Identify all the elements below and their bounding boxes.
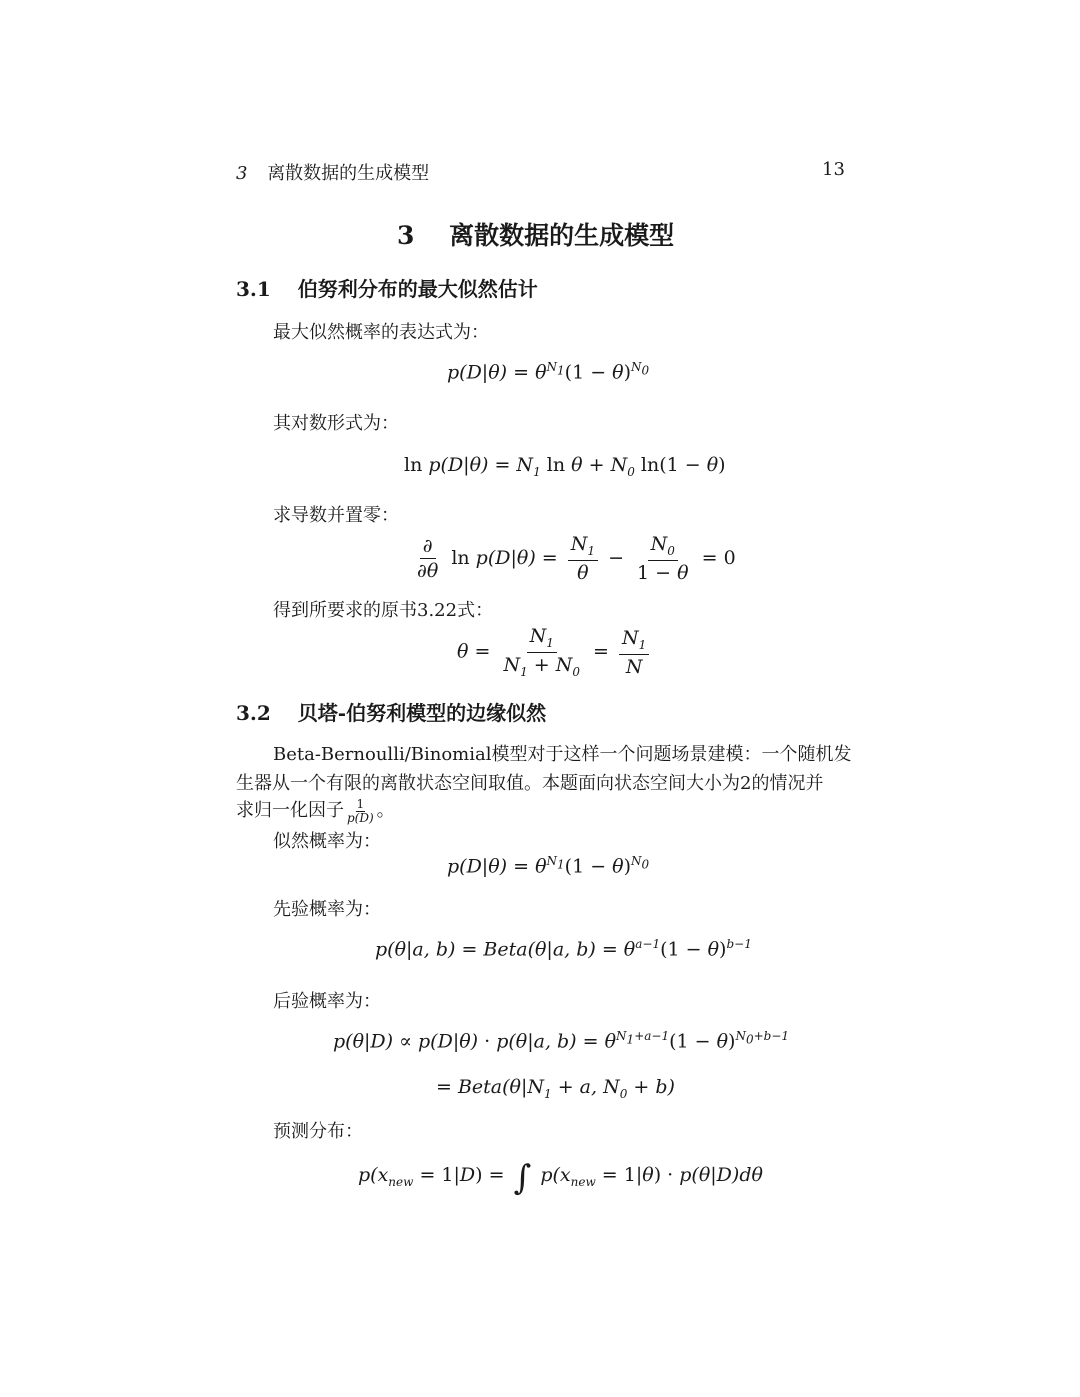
equation-posterior-beta: = $Beta(\theta|N_1 + a$, $N_0 + b$) (436, 1076, 675, 1101)
paragraph-posterior: 后验概率为： (273, 991, 381, 1012)
section-number: 3.2 (236, 701, 271, 725)
paragraph-derivative: 求导数并置零： (273, 505, 399, 526)
equation-likelihood: $p(D|\theta) = \theta^{N_1}(1 - \theta)^{N_0}$ (447, 360, 650, 384)
paragraph-log-form: 其对数形式为： (273, 413, 399, 434)
running-header (236, 159, 429, 185)
section-title: 伯努利分布的最大似然估计 (297, 277, 538, 301)
chapter-title-text: 离散数据的生成模型 (449, 221, 675, 250)
paragraph-intro-line-3 (236, 796, 395, 824)
chapter-number: 3 (397, 221, 415, 250)
paragraph-intro-line-2: 生器从一个有限的离散状态空间取值。本题面向状态空间大小为2的情况并 (236, 773, 824, 794)
paragraph-prior: 先验概率为： (273, 899, 381, 920)
section-3-1-heading (236, 273, 538, 302)
equation-log-likelihood: $\ln p(D|\theta) = N_1$ $\ln \theta + N_0$ ln(1 − θ) (404, 454, 726, 479)
normalizer-fraction: $\frac{1}{p(D)}$ (347, 796, 374, 825)
equation-prior: p(θ|a, b) = Beta(θ|a, $b) = \theta^{a-1}(1 - \theta)^{b-1}$ (375, 937, 752, 961)
page-number: 13 (822, 159, 845, 180)
intro-line-3-end: 。 (376, 800, 395, 821)
equation-predictive: $p(x_{new} = 1|D)$ = ∫ $p(x_{new} = 1|\theta) \cdot p(\theta|D)d\theta$ (358, 1158, 763, 1198)
section-title: 贝塔-伯努利模型的边缘似然 (297, 701, 547, 725)
equation-likelihood-2: $p(D|\theta) = \theta^{N_1}(1 - \theta)^{N_0}$ (447, 854, 650, 878)
section-number: 3.1 (236, 277, 271, 301)
paragraph-predictive: 预测分布： (273, 1121, 363, 1142)
equation-mle: θ = $\frac{N_1}{N_1 + N_0}$ = $\frac{N_1}{N}$ (457, 626, 653, 679)
paragraph-likelihood: 似然概率为： (273, 831, 381, 852)
intro-line-3-text: 求归一化因子 (236, 800, 344, 821)
paragraph-result: 得到所要求的原书3.22式： (273, 600, 494, 621)
paragraph-likelihood-intro: 最大似然概率的表达式为： (273, 322, 489, 343)
chapter-title (397, 216, 674, 252)
equation-posterior: p(θ|D) ∝ p(D|θ) · p(θ|a, $b) = \theta^{N_1+a-1}(1 - \theta)^{N_0+b-1}$ (333, 1029, 790, 1053)
section-3-2-heading (236, 697, 546, 726)
header-chapter-number: 3 (236, 163, 248, 184)
equation-derivative: $\frac{\partial}{\partial\theta}$ ln p(D|θ) = $\frac{N_1}{\theta}$ − $\frac{N_0}{1 - \theta}$ = 0 (417, 533, 736, 584)
header-chapter-title: 离散数据的生成模型 (267, 163, 430, 184)
paragraph-intro-line-1: Beta-Bernoulli/Binomial模型对于这样一个问题场景建模：一个随机发 (273, 744, 852, 765)
